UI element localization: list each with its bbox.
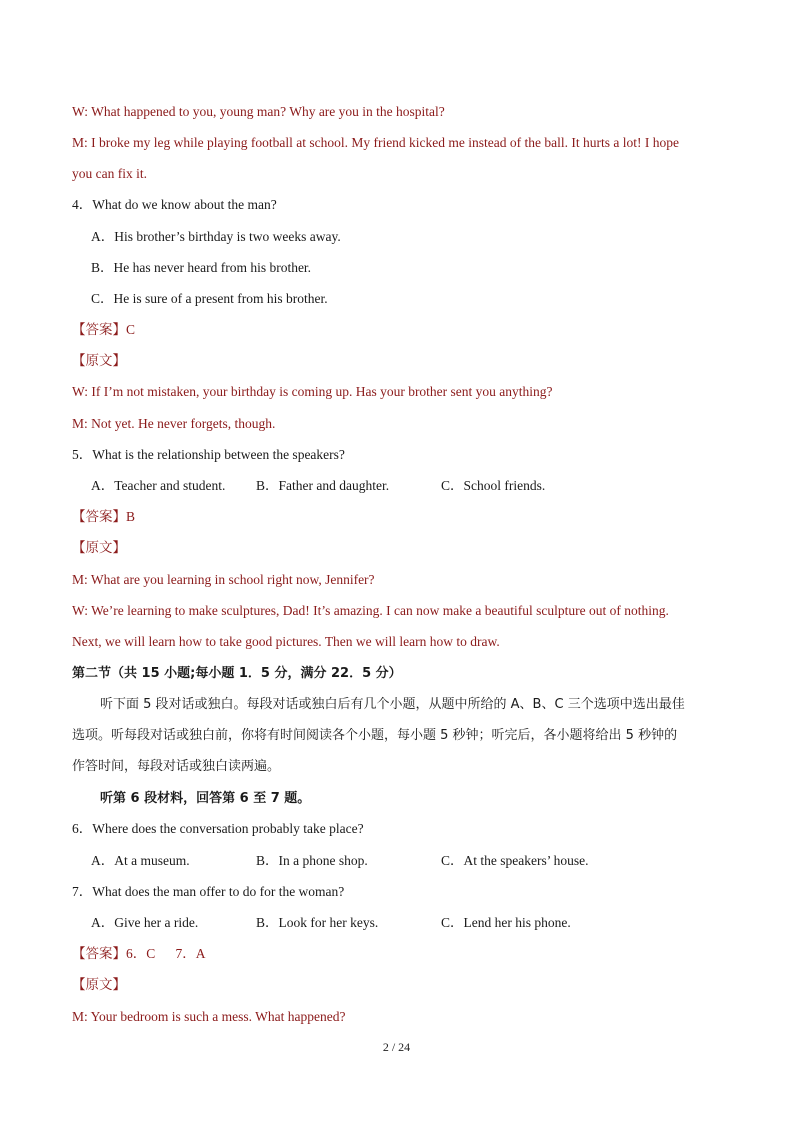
answer-value: B <box>126 509 136 524</box>
dialogue-line: W: We’re learning to make sculptures, Dad! It’s amazing. I can now make a beautiful sculpture out of nothing. <box>72 603 669 618</box>
option-b: B．Father and daughter. <box>256 478 390 493</box>
source-line <box>72 539 126 557</box>
answer-label: 【答案】 <box>72 509 126 525</box>
section-heading: 第二节（共 15 小题;每小题 1．5 分，满分 22．5 分） <box>72 666 402 681</box>
option-c: C．Lend her his phone. <box>441 915 571 930</box>
question-7: 7．What does the man offer to do for the woman? <box>72 884 345 899</box>
option-b: B．He has never heard from his brother. <box>91 260 312 275</box>
source-line <box>72 976 126 994</box>
answer-line <box>72 321 135 339</box>
instruction-line: 听下面 5 段对话或独白。每段对话或独白后有几个小题，从题中所给的 A、B、C 三个选项中选出最佳 <box>100 697 685 712</box>
sub-heading: 听第 6 段材料，回答第 6 至 7 题。 <box>100 791 311 806</box>
source-label: 【原文】 <box>72 540 126 556</box>
answer-value: 6．C 7．A <box>126 946 206 961</box>
answer-label: 【答案】 <box>72 946 126 962</box>
answer-line <box>72 945 206 963</box>
dialogue-line: W: If I’m not mistaken, your birthday is coming up. Has your brother sent you anything? <box>72 384 553 399</box>
option-c: C．School friends. <box>441 478 546 493</box>
question-6: 6．Where does the conversation probably take place? <box>72 821 364 836</box>
option-b: B．In a phone shop. <box>256 853 368 868</box>
dialogue-line: M: I broke my leg while playing football at school. My friend kicked me instead of the ball. It hurts a lot! I hope <box>72 135 679 150</box>
dialogue-line: Next, we will learn how to take good pictures. Then we will learn how to draw. <box>72 634 500 649</box>
dialogue-line: M: What are you learning in school right now, Jennifer? <box>72 572 375 587</box>
option-a: A．His brother’s birthday is two weeks away. <box>91 229 341 244</box>
dialogue-line: M: Your bedroom is such a mess. What happened? <box>72 1009 346 1024</box>
answer-label: 【答案】 <box>72 322 126 338</box>
question-4: 4．What do we know about the man? <box>72 197 277 212</box>
option-a: A．At a museum. <box>91 853 190 868</box>
page-number: 2 / 24 <box>382 1040 411 1054</box>
option-c: C．At the speakers’ house. <box>441 853 589 868</box>
option-a: A．Teacher and student. <box>91 478 226 493</box>
option-b: B．Look for her keys. <box>256 915 379 930</box>
instruction-line: 作答时间，每段对话或独白读两遍。 <box>72 759 281 774</box>
source-label: 【原文】 <box>72 977 126 993</box>
dialogue-line: W: What happened to you, young man? Why are you in the hospital? <box>72 104 445 119</box>
dialogue-line: you can fix it. <box>72 166 147 181</box>
option-a: A．Give her a ride. <box>91 915 199 930</box>
answer-line <box>72 508 135 526</box>
source-line <box>72 352 126 370</box>
question-5: 5．What is the relationship between the speakers? <box>72 447 345 462</box>
dialogue-line: M: Not yet. He never forgets, though. <box>72 416 276 431</box>
instruction-line: 选项。听每段对话或独白前，你将有时间阅读各个小题，每小题 5 秒钟；听完后，各小题将给出 5 秒钟的 <box>72 728 678 743</box>
source-label: 【原文】 <box>72 353 126 369</box>
answer-value: C <box>126 322 136 337</box>
option-c: C．He is sure of a present from his brother. <box>91 291 328 306</box>
